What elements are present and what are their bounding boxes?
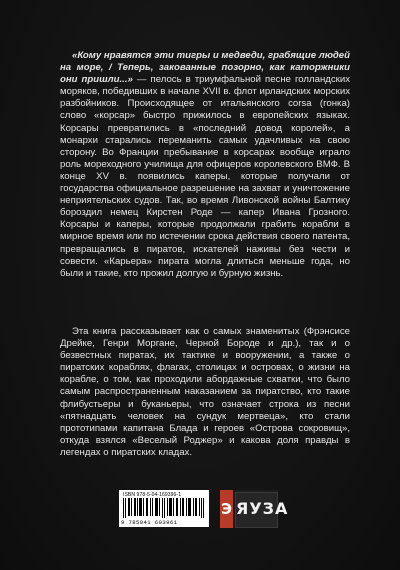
eksmo-letter: Э [220, 500, 232, 518]
yauza-logo [235, 492, 289, 528]
isbn-barcode [119, 490, 209, 527]
barcode-digits: 9 785041 693961 [121, 519, 178, 526]
barcode-bars [123, 498, 205, 518]
yauza-wordmark: ЯУЗА [236, 499, 289, 518]
eksmo-mark [220, 490, 233, 528]
blurb-paragraph-2 [60, 326, 350, 459]
blurb-paragraph-2-text: Эта книга рассказывает как о самых знаменитых (Фрэнсисе Дрейке, Генри Моргане, Черной Бороде и др.), так и о безвестных пиратах, их тактике и вооружении, а также о пиратских кораблях, флагах, столицах и островах, о жизни на корабле, о том, как проходили абордажные схватки, что было самым распространенным наказанием за пиратство, кто такие флибустьеры и буканьеры, что означает строка из песни «пятнадцать человек на сундук мертвеца», кто стали прототипами капитана Блада и героев «Острова сокровищ», откуда взялся «Веселый Роджер» и какова доля правды в легендах о пиратских кладах. [60, 326, 350, 458]
publisher-logo [220, 490, 289, 528]
blurb-paragraph-1 [60, 50, 350, 280]
blurb-paragraph-1-text: — пелось в триумфальной песне голландских моряков, победивших в начале XVII в. флот ирландских морских разбойников. Происходящее от итальянского corsa (гонка) слово «корсар» быстро прижилось в европейских языках. Корсары превратились в «последний довод королей», а монархи старались переманить самых удачливых на свою сторону. Во Франции пребывание в корсарах вообще играло роль мореходного училища для офицеров королевского ВМФ. В конце XV в. появились каперы, которые получали от государства официальное разрешение на захват и уничтожение неприятельских судов. Так, во время Ливонской войны Балтику бороздил немец Кирстен Роде — капер Ивана Грозного. Корсары и каперы, которые продолжали грабить корабли в мирное время или по истечении срока действия своего патента, превращались в пиратов, искателей наживы без чести и совести. «Карьера» пирата могла длиться меньше года, но были и такие, кто прожил долгую и бурную жизнь. [60, 74, 351, 279]
isbn-number: ISBN 978-5-04-169396-1 [123, 492, 182, 498]
epigraph-quote: «Кому нравятся эти тигры и медведи, грабящие людей на море, / Теперь, закованные позорно, как каторжники они пришли...» [60, 50, 350, 86]
